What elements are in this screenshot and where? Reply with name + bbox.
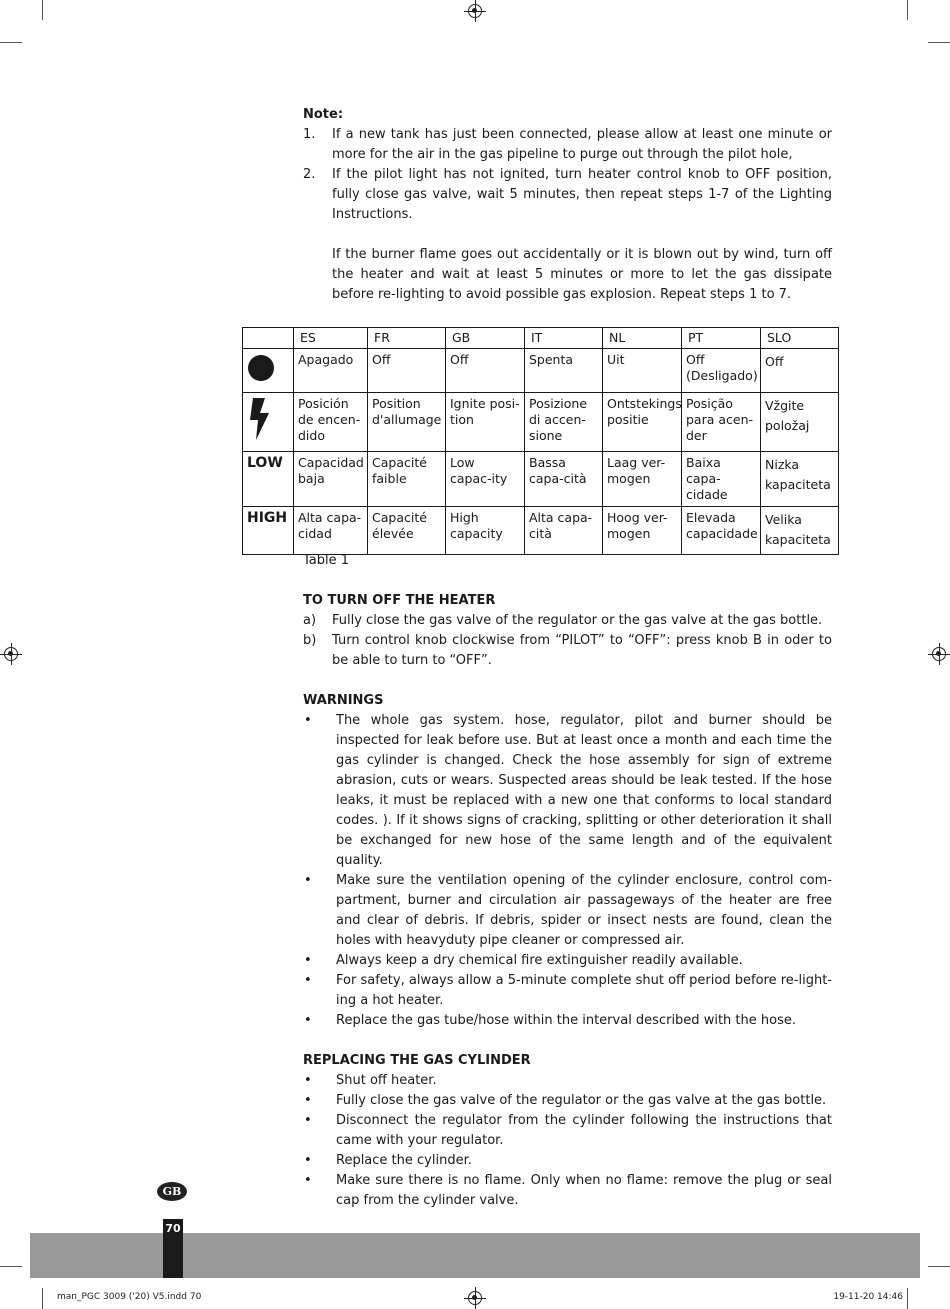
bullet: • xyxy=(304,1153,312,1168)
warning-text: Replace the gas tube/hose within the interval described with the hose. xyxy=(336,1013,796,1028)
table-header-cell: IT xyxy=(525,328,603,349)
table-cell: Vžgite položaj xyxy=(761,393,839,452)
replacing-item xyxy=(303,1111,832,1151)
footer-file-info: man_PGC 3009 ('20) V5.indd 70 xyxy=(57,1292,202,1302)
table-cell: Capacité faible xyxy=(368,452,446,507)
registration-mark-icon xyxy=(4,647,18,661)
table-cell: Posição para acen-der xyxy=(682,393,761,452)
table-cell: Velika kapaciteta xyxy=(761,507,839,555)
table-row xyxy=(243,349,839,393)
turn-off-item-letter: a) xyxy=(303,613,317,628)
note-section xyxy=(303,105,832,305)
bullet: • xyxy=(304,1013,312,1028)
crop-mark xyxy=(907,1288,908,1309)
table-header-cell: SLO xyxy=(761,328,839,349)
bullet: • xyxy=(304,953,312,968)
page-number: 70 xyxy=(163,1219,183,1278)
turn-off-item xyxy=(303,631,832,671)
turn-off-item xyxy=(303,611,832,631)
table-header-cell: FR xyxy=(368,328,446,349)
note-item xyxy=(303,125,832,165)
note-item-text: If a new tank has just been connected, please allow at least one minute or more for the air in the gas pipeline to purge out through the pilot hole, xyxy=(332,127,832,162)
warning-text: Make sure the ventilation opening of the cylinder enclosure, control com-partment, burner and circulation air passageways of the heater are free and clear of debris. If debris, spider or insect nests are found, clean the holes with heavyduty pipe cleaner or compressed air. xyxy=(336,873,832,948)
table-cell: Posición de encen-dido xyxy=(294,393,368,452)
bullet: • xyxy=(304,1173,312,1188)
registration-mark-icon xyxy=(468,4,482,18)
bullet: • xyxy=(304,973,312,988)
table-cell: Nizka kapaciteta xyxy=(761,452,839,507)
warning-text: For safety, always allow a 5-minute complete shut off period before re-light-ing a hot heater. xyxy=(336,973,832,1008)
footer-timestamp: 19-11-20 14:46 xyxy=(833,1292,903,1302)
table-cell: Capacidad baja xyxy=(294,452,368,507)
warning-item xyxy=(303,871,832,951)
replacing-item xyxy=(303,1171,832,1211)
note-title: Note: xyxy=(303,107,344,122)
table-cell: Off xyxy=(446,349,525,393)
table-cell: Bassa capa-cità xyxy=(525,452,603,507)
table-row-icon-cell xyxy=(243,349,294,393)
warnings-title: WARNINGS xyxy=(303,693,384,708)
warning-item xyxy=(303,1011,832,1031)
note-paragraph xyxy=(303,245,832,305)
table-caption: Table 1 xyxy=(303,553,350,568)
off-dot-icon xyxy=(248,355,274,381)
table-corner-cell xyxy=(243,328,294,349)
table-row xyxy=(243,507,839,555)
table-cell: High capacity xyxy=(446,507,525,555)
table-cell: Off xyxy=(368,349,446,393)
replacing-text: Replace the cylinder. xyxy=(336,1153,472,1168)
replacing-item xyxy=(303,1071,832,1091)
replacing-item xyxy=(303,1091,832,1111)
crop-mark xyxy=(907,0,908,20)
bullet: • xyxy=(304,1093,312,1108)
replacing-text: Fully close the gas valve of the regulator or the gas valve at the gas bottle. xyxy=(336,1093,827,1108)
table-cell: Apagado xyxy=(294,349,368,393)
table-row xyxy=(243,452,839,507)
bullet: • xyxy=(304,1073,312,1088)
turn-off-title: TO TURN OFF THE HEATER xyxy=(303,593,496,608)
bullet: • xyxy=(304,1113,312,1128)
note-item xyxy=(303,165,832,225)
table-header-cell: GB xyxy=(446,328,525,349)
crop-mark xyxy=(0,42,22,43)
warning-item xyxy=(303,971,832,1011)
crop-mark xyxy=(928,1266,950,1267)
table-header-cell: PT xyxy=(682,328,761,349)
crop-mark xyxy=(0,1266,22,1267)
note-item-number: 2. xyxy=(303,167,316,182)
turn-off-item-text: Turn control knob clockwise from “PILOT” to “OFF”: press knob B in oder to be able to turn to “OFF”. xyxy=(332,633,832,668)
registration-mark-icon xyxy=(468,1291,482,1305)
table-cell: Posizione di accen-sione xyxy=(525,393,603,452)
turn-off-item-text: Fully close the gas valve of the regulator or the gas valve at the gas bottle. xyxy=(332,613,823,628)
crop-mark xyxy=(928,42,950,43)
table-row xyxy=(243,393,839,452)
replacing-text: Shut off heater. xyxy=(336,1073,437,1088)
table-row-label: LOW xyxy=(243,452,294,507)
note-item-text: If the pilot light has not ignited, turn heater control knob to OFF position, fully close gas valve, wait 5 minutes, then repeat steps 1-7 of the Lighting Instructions. xyxy=(332,167,832,222)
table-cell: Uit xyxy=(603,349,682,393)
warning-item xyxy=(303,711,832,871)
table-row-icon-cell xyxy=(243,393,294,452)
note-item-number: 1. xyxy=(303,127,316,142)
table-cell: Alta capa-cidad xyxy=(294,507,368,555)
table-header-row xyxy=(243,328,839,349)
table-cell: Laag ver-mogen xyxy=(603,452,682,507)
table-cell: Off xyxy=(761,349,839,393)
table-row-label: HIGH xyxy=(243,507,294,555)
table-cell: Baixa capa-cidade xyxy=(682,452,761,507)
table-cell: Low capac-ity xyxy=(446,452,525,507)
warning-text: Always keep a dry chemical fire extinguisher readily available. xyxy=(336,953,743,968)
replacing-text: Disconnect the regulator from the cylinder following the instructions that came with your regulator. xyxy=(336,1113,832,1148)
crop-mark xyxy=(42,1288,43,1309)
table-header-cell: ES xyxy=(294,328,368,349)
table-cell: Off (Desligado) xyxy=(682,349,761,393)
warning-item xyxy=(303,951,832,971)
replacing-text: Make sure there is no flame. Only when no flame: remove the plug or seal cap from the cylinder valve. xyxy=(336,1173,832,1208)
replacing-title: REPLACING THE GAS CYLINDER xyxy=(303,1053,531,1068)
crop-mark xyxy=(42,0,43,20)
bullet: • xyxy=(304,873,312,888)
replacing-item xyxy=(303,1151,832,1171)
table-cell: Ignite posi-tion xyxy=(446,393,525,452)
lower-section xyxy=(303,551,832,1211)
warning-text: The whole gas system. hose, regulator, pilot and burner should be inspected for leak before use. But at least once a month and each time the gas cylinder is changed. Check the hose assembly for sign of extreme abrasion, cuts or wears. Suspected areas should be leak tested. If the hose leaks, it must be replaced with a new one that conforms to local standard codes. ). If it shows signs of cracking, splitting or other deterioration it shall be exchanged for new hose of the same length and of the equivalent quality. xyxy=(336,713,832,868)
table-cell: Alta capa-cità xyxy=(525,507,603,555)
table-cell: Spenta xyxy=(525,349,603,393)
bullet: • xyxy=(304,713,312,728)
table-cell: Ontstekings positie xyxy=(603,393,682,452)
language-table xyxy=(242,327,839,555)
table-header-cell: NL xyxy=(603,328,682,349)
language-badge: GB xyxy=(157,1182,187,1201)
registration-mark-icon xyxy=(932,647,946,661)
table-cell: Hoog ver-mogen xyxy=(603,507,682,555)
turn-off-item-letter: b) xyxy=(303,633,317,648)
ignition-bolt-icon xyxy=(247,396,273,442)
table-cell: Position d'allumage xyxy=(368,393,446,452)
table-cell: Elevada capacidade xyxy=(682,507,761,555)
table-cell: Capacité élevée xyxy=(368,507,446,555)
note-paragraph-text: If the burner flame goes out accidentally or it is blown out by wind, turn off the heater and wait at least 5 minutes or more to let the gas dissipate before re-lighting to avoid possible gas explosion. Repeat steps 1 to 7. xyxy=(332,247,832,302)
